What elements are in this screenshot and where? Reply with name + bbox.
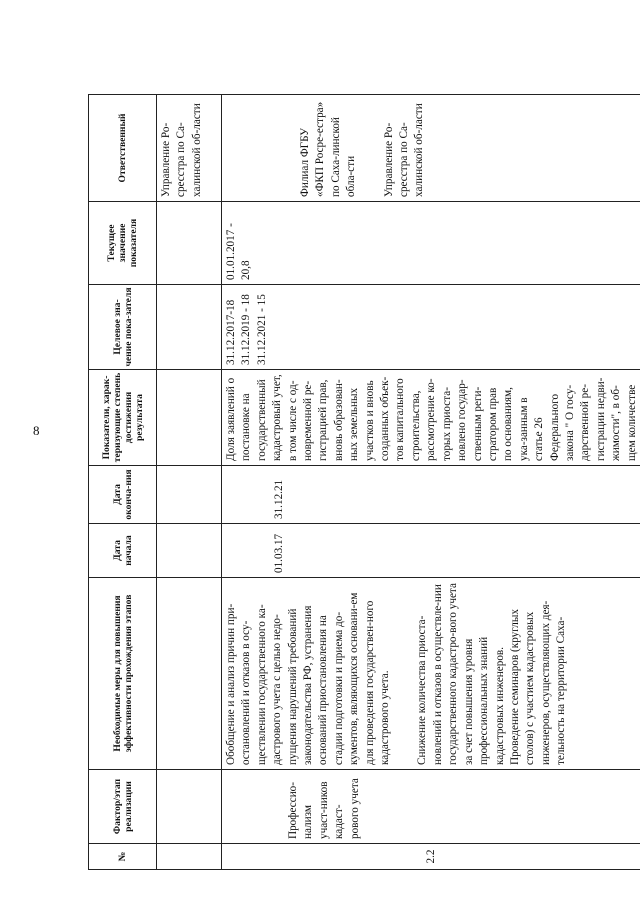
header-current-value: Текущее значение показателя — [89, 202, 157, 285]
page-number: 8 — [33, 423, 40, 438]
responsible-cell — [222, 95, 640, 202]
measure-text-b: Снижение количества приоста-новлений и отказов в осуществле-нии государственного кадастро-вого учета за счет повышения уровня профессиональных знаний кадастровых инженеров. — [416, 583, 506, 765]
rotated-table-container — [88, 95, 638, 870]
header-start-date: Дата начала — [89, 524, 157, 578]
table-row — [222, 95, 640, 870]
header-end-date: Дата оконча-ния — [89, 466, 157, 524]
measure-text-a: Обобщение и анализ причин при-остановлений и отказов в осу-ществлении государственного ка-дастрового учета с целью недо-пущения нарушений требований законодательства РФ, устранения оснований приостановления на стадии подготовки и приема до-кументов, являющихся основани-ем для проведения государствен-ного кадастрового учета. — [225, 592, 392, 765]
factor-cell — [222, 770, 640, 844]
responsible-text-a: Филиал ФГБУ «ФКП Росре-естра» по Саха-линской обла-сти — [299, 101, 358, 197]
header-row — [89, 95, 157, 870]
header-factor: Фактор/этап реализации — [89, 770, 157, 844]
start-date: 01.03.17 — [273, 533, 285, 573]
factor-text: Профессио-нализм участ-ников кадаст-рового учета — [287, 778, 361, 839]
indicator-cell: Доля заявлений о постановке на государственный кадастровый учет, в том числе с од-новременной ре-гистрацией прав, вновь образован-ных земельных участков и вновь созданных объек-тов капитального строительства, рассмотрение ко-торых приоста-новлено государ-ственным реги-стратором прав по основаниям, ука-занным в статье 26 Федерального закона " О госу-дарственной ре-гистрации недви-жимости", в об-щем количестве — [222, 370, 640, 466]
current-value-cell: 01.01.2017 - 20,8 — [222, 202, 640, 285]
header-responsible: Ответственный — [89, 95, 157, 202]
header-no: № — [89, 844, 157, 870]
header-measures: Необходимые меры для повышения эффективности прохождения этапов — [89, 578, 157, 770]
measures-cell — [222, 578, 640, 770]
row-number: 2.2 — [222, 844, 640, 870]
start-date-cell — [222, 524, 640, 578]
table-row — [157, 95, 222, 870]
end-date: 31.12.21 — [273, 479, 285, 519]
measure-text-c: Проведение семинаров (круглых столов) с участием кадастровых инженеров, осуществляющих дея-тельность на территории Саха- — [508, 600, 568, 765]
target-value-cell: 31.12.2017-18 31.12.2019 - 18 31.12.2021 - 15 — [222, 285, 640, 370]
header-indicators: Показатели, харак-теризующие степень достижения результата — [89, 370, 157, 466]
responsible-text-b: Управление Ро-сресстра по Са-халинской об-ласти — [382, 103, 426, 197]
measures-table — [88, 94, 640, 870]
end-date-cell — [222, 466, 640, 524]
responsible-cell: Управление Ро-сресстра по Са-халинской об-ласти — [157, 95, 222, 202]
header-target-value: Целевое зна-чение пока-зателя — [89, 285, 157, 370]
